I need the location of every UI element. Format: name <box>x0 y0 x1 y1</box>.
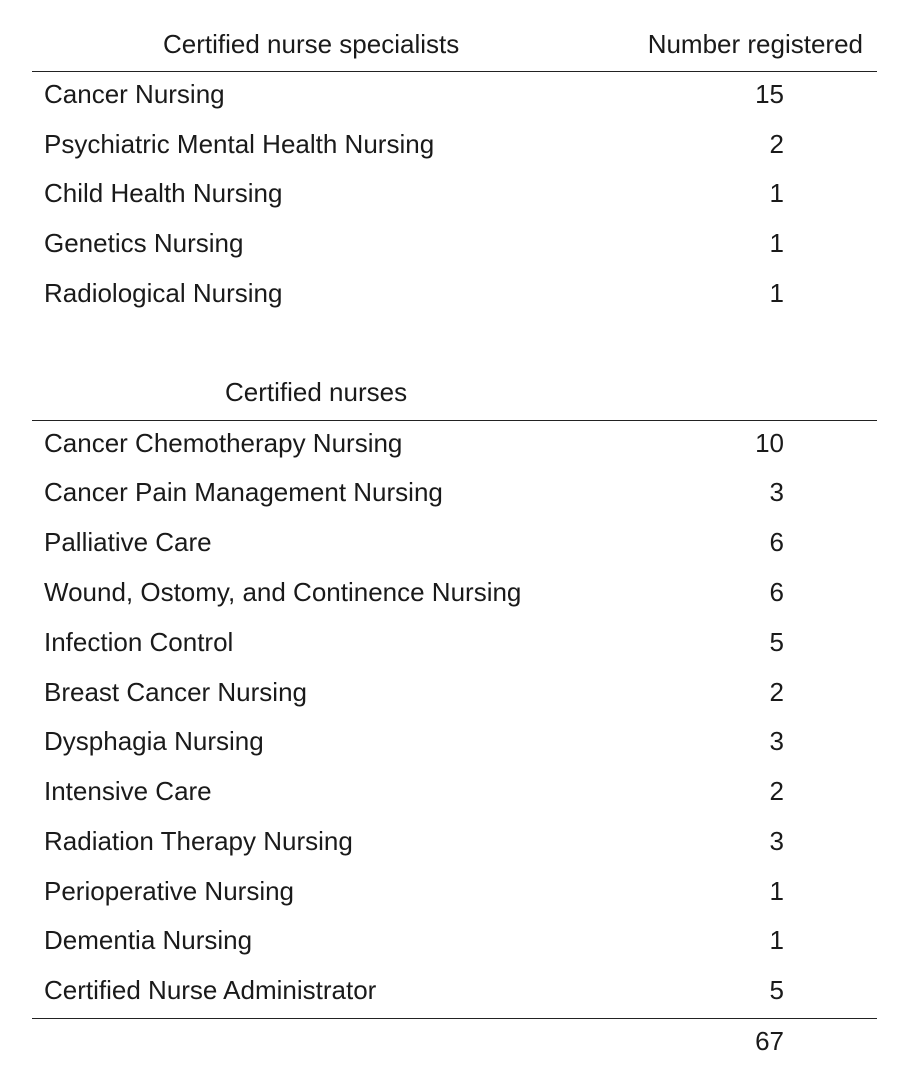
header-divider <box>32 71 877 72</box>
specialty-name: Cancer Chemotherapy Nursing <box>44 428 403 458</box>
registered-count: 1 <box>769 178 784 208</box>
registered-count: 1 <box>769 278 784 308</box>
table-row <box>0 175 915 211</box>
specialty-name: Certified Nurse Administrator <box>44 975 377 1005</box>
registered-count: 10 <box>755 428 784 458</box>
specialty-name: Dysphagia Nursing <box>44 726 264 756</box>
table-row <box>0 126 915 162</box>
total-count: 67 <box>755 1026 784 1056</box>
specialty-name: Breast Cancer Nursing <box>44 677 307 707</box>
specialty-name: Palliative Care <box>44 527 212 557</box>
table-row <box>0 723 915 759</box>
specialty-name: Perioperative Nursing <box>44 876 295 906</box>
specialty-name: Psychiatric Mental Health Nursing <box>44 129 435 159</box>
registered-count: 3 <box>769 726 784 756</box>
registered-count: 2 <box>769 677 784 707</box>
specialty-name: Child Health Nursing <box>44 178 283 208</box>
table-row <box>0 972 915 1008</box>
table-row <box>0 674 915 710</box>
table-row <box>0 773 915 809</box>
registered-count: 3 <box>769 826 784 856</box>
table-row <box>0 873 915 909</box>
registered-count: 5 <box>769 627 784 657</box>
total-divider <box>32 1018 877 1019</box>
registered-count: 6 <box>769 527 784 557</box>
registered-count: 15 <box>755 79 784 109</box>
specialty-name: Cancer Pain Management Nursing <box>44 477 443 507</box>
registered-count: 2 <box>769 776 784 806</box>
header-certified-nurse-specialists: Certified nurse specialists <box>163 29 460 59</box>
registered-count: 3 <box>769 477 784 507</box>
specialty-name: Radiological Nursing <box>44 278 283 308</box>
registered-count: 1 <box>769 925 784 955</box>
table-row <box>0 474 915 510</box>
specialty-name: Wound, Ostomy, and Continence Nursing <box>44 577 522 607</box>
table-row <box>0 225 915 261</box>
specialty-name: Infection Control <box>44 627 234 657</box>
table-row <box>0 524 915 560</box>
specialty-name: Radiation Therapy Nursing <box>44 826 353 856</box>
section-divider <box>32 420 877 421</box>
table-row <box>0 823 915 859</box>
header-certified-nurses: Certified nurses <box>225 377 408 407</box>
header-number-registered: Number registered <box>647 29 863 59</box>
specialty-name: Cancer Nursing <box>44 79 225 109</box>
specialty-name: Dementia Nursing <box>44 925 253 955</box>
specialty-name: Intensive Care <box>44 776 212 806</box>
registered-count: 2 <box>769 129 784 159</box>
table-row <box>0 574 915 610</box>
table-row <box>0 76 915 112</box>
table-row <box>0 624 915 660</box>
registered-count: 1 <box>769 228 784 258</box>
table-row <box>0 275 915 311</box>
specialty-name: Genetics Nursing <box>44 228 244 258</box>
registered-count: 1 <box>769 876 784 906</box>
table-row <box>0 922 915 958</box>
table-row <box>0 425 915 461</box>
registered-count: 5 <box>769 975 784 1005</box>
registered-count: 6 <box>769 577 784 607</box>
